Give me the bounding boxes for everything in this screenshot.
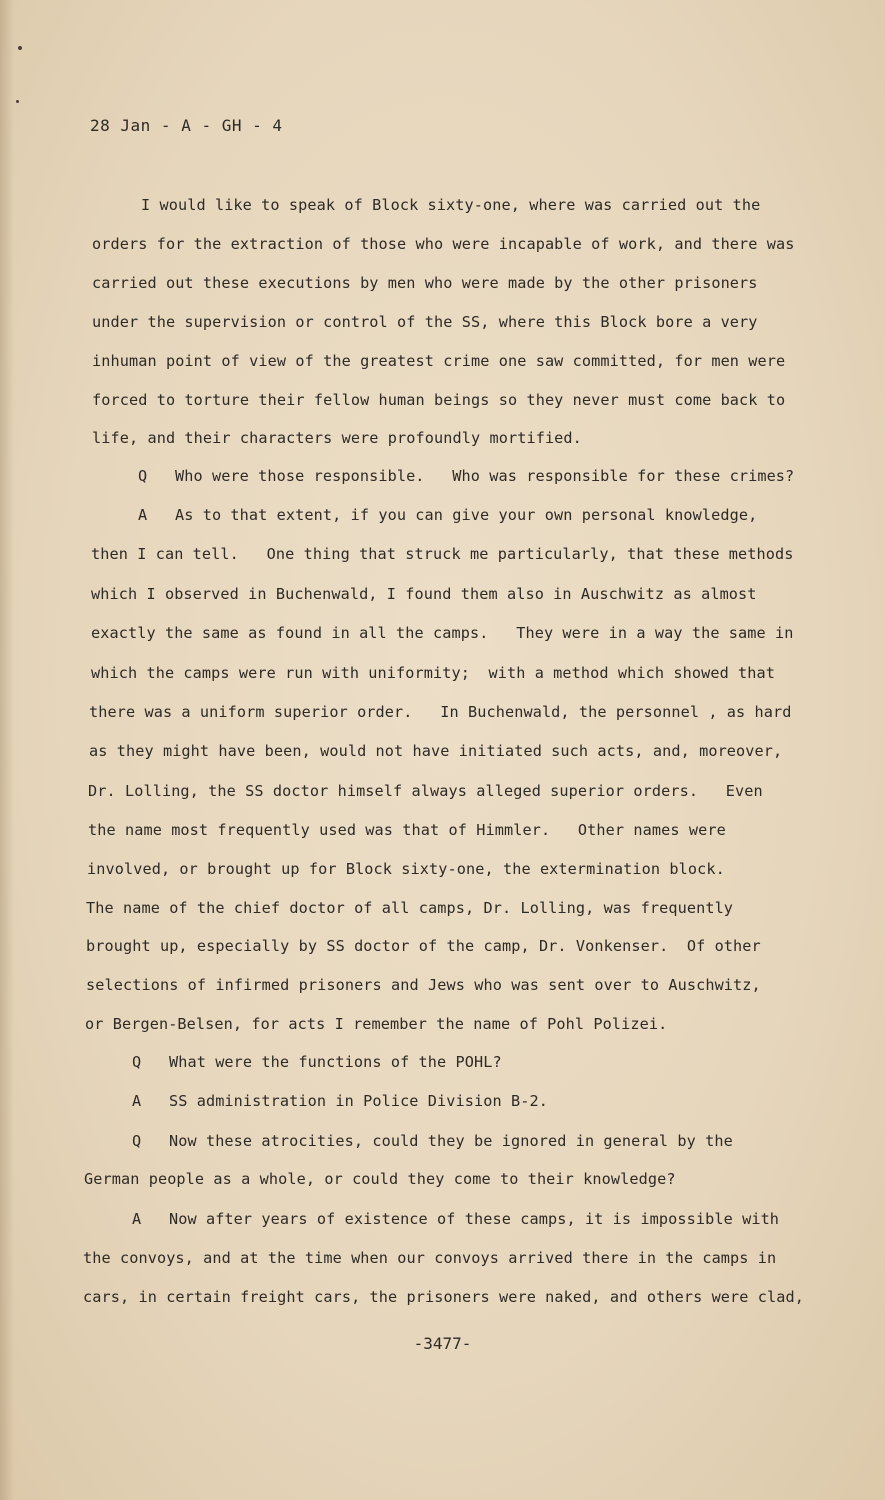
text-line: carried out these executions by men who were made by the other prisoners [92, 274, 758, 292]
text-line: A Now after years of existence of these camps, it is impossible with [132, 1210, 780, 1228]
page-mark [16, 100, 19, 103]
text-line: involved, or brought up for Block sixty-one, the extermination block. [87, 860, 725, 878]
text-line: as they might have been, would not have initiated such acts, and, moreover, [89, 742, 783, 760]
text-line: the convoys, and at the time when our convoys arrived there in the camps in [83, 1249, 777, 1267]
text-line: Q Who were those responsible. Who was responsible for these crimes? [138, 467, 795, 485]
text-line: there was a uniform superior order. In Buchenwald, the personnel , as hard [89, 703, 792, 721]
text-line: Q What were the functions of the POHL? [132, 1053, 502, 1071]
text-line: then I can tell. One thing that struck me particularly, that these methods [91, 545, 794, 563]
text-line: or Bergen-Belsen, for acts I remember the name of Pohl Polizei. [85, 1015, 668, 1033]
text-line: forced to torture their fellow human beings so they never must come back to [92, 391, 786, 409]
text-line: Dr. Lolling, the SS doctor himself always alleged superior orders. Even [88, 782, 763, 800]
page-edge-shadow [0, 0, 14, 1500]
text-line: A As to that extent, if you can give your own personal knowledge, [138, 506, 758, 524]
text-line: cars, in certain freight cars, the prisoners were naked, and others were clad, [83, 1288, 805, 1306]
text-line: the name most frequently used was that of Himmler. Other names were [88, 821, 726, 839]
page-number: -3477- [413, 1334, 472, 1353]
text-line: orders for the extraction of those who were incapable of work, and there was [92, 235, 795, 253]
text-line: German people as a whole, or could they come to their knowledge? [84, 1170, 676, 1188]
text-line: selections of infirmed prisoners and Jews who was sent over to Auschwitz, [86, 976, 761, 994]
page-header: 28 Jan - A - GH - 4 [90, 116, 283, 135]
text-line: Q Now these atrocities, could they be ignored in general by the [132, 1132, 733, 1150]
text-line: inhuman point of view of the greatest crime one saw committed, for men were [92, 352, 786, 370]
text-line: under the supervision or control of the SS, where this Block bore a very [92, 313, 758, 331]
text-line: which the camps were run with uniformity; with a method which showed that [91, 664, 776, 682]
text-line: which I observed in Buchenwald, I found them also in Auschwitz as almost [91, 585, 757, 603]
text-line: I would like to speak of Block sixty-one, where was carried out the [141, 196, 761, 214]
text-line: The name of the chief doctor of all camps, Dr. Lolling, was frequently [86, 899, 734, 917]
text-line: life, and their characters were profoundly mortified. [92, 429, 582, 447]
page-mark [18, 46, 22, 50]
text-line: brought up, especially by SS doctor of the camp, Dr. Vonkenser. Of other [86, 937, 761, 955]
text-line: A SS administration in Police Division B-2. [132, 1092, 548, 1110]
text-line: exactly the same as found in all the camps. They were in a way the same in [91, 624, 794, 642]
